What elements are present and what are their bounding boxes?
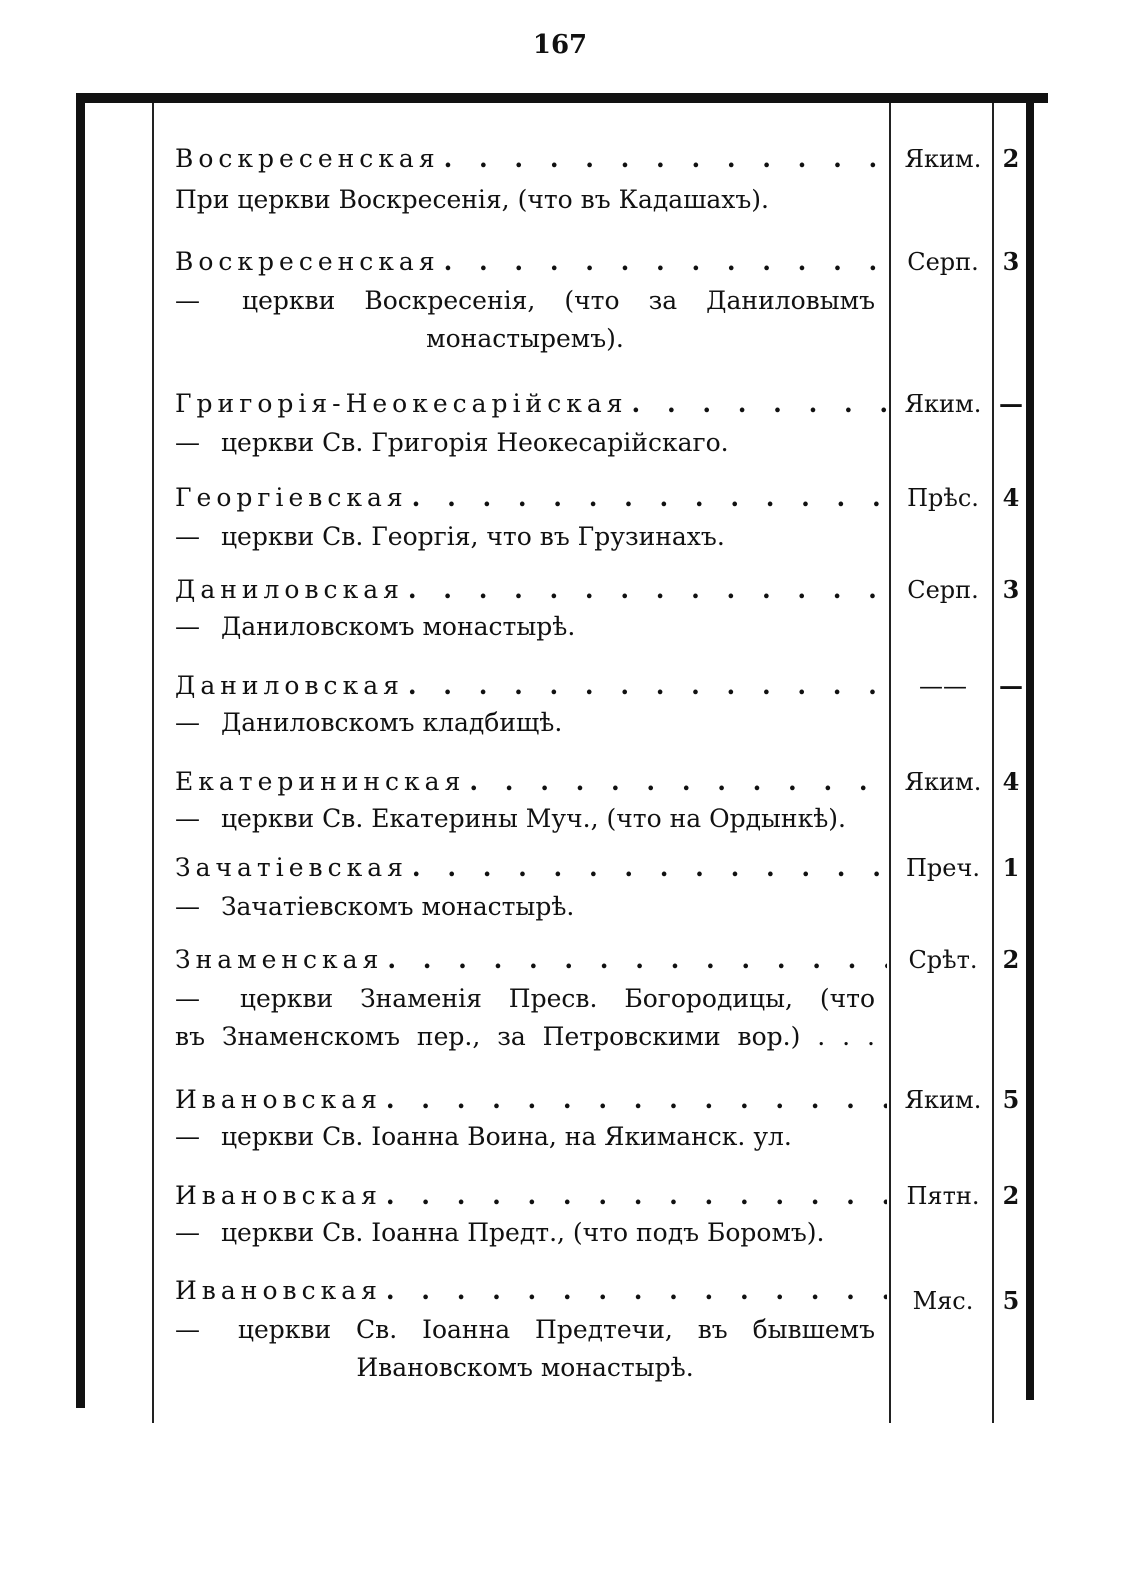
entry-description: церкви Св. Іоанна Воина, на Якиманск. ул.: [220, 1122, 792, 1151]
entry-name: Воскресенская: [175, 144, 440, 173]
district-abbrev: Серп.: [907, 248, 979, 276]
district-abbrev: ——: [919, 672, 967, 700]
entry-name: Зачатіевская: [175, 853, 408, 882]
ditto-mark: —: [175, 612, 200, 641]
column-divider: [152, 103, 154, 1423]
entry-description: Зачатіевскомъ монастырѣ.: [220, 892, 575, 921]
district-abbrev: Яким.: [904, 1086, 982, 1114]
entry-name: Даниловская: [175, 575, 404, 604]
entry-name: Ивановская: [175, 1181, 382, 1210]
entry-name: Екатерининская: [175, 767, 466, 796]
quarter-number: 1: [1002, 853, 1020, 882]
entry-description-continued: Ивановскомъ монастырѣ.: [356, 1353, 694, 1382]
entry-description: церкви Знаменія Пресв. Богородицы, (что: [239, 984, 876, 1013]
entry-name: Григорія-Неокесарійская: [175, 389, 628, 418]
entry-name: Знаменская: [175, 945, 384, 974]
quarter-number: 4: [1002, 483, 1020, 512]
quarter-number: 2: [1002, 945, 1020, 974]
page-number: 167: [532, 30, 588, 60]
entry-description: церкви Св. Іоанна Предтечи, въ бывшемъ: [237, 1315, 875, 1344]
district-abbrev: Яким.: [904, 145, 982, 173]
quarter-number: 5: [1002, 1085, 1020, 1114]
quarter-number: 3: [1002, 575, 1020, 604]
entry-description: Даниловскомъ монастырѣ.: [220, 612, 576, 641]
table-top-rule: [76, 93, 1048, 103]
entry-name: Ивановская: [175, 1276, 382, 1305]
quarter-number: —: [999, 671, 1023, 700]
column-divider: [992, 103, 994, 1423]
entry-description: При церкви Воскресенія, (что въ Кадашахъ).: [175, 185, 770, 214]
district-abbrev: Прѣс.: [907, 484, 979, 512]
ditto-mark: —: [175, 522, 200, 551]
district-abbrev: Серп.: [907, 576, 979, 604]
district-abbrev: Преч.: [906, 854, 980, 882]
ditto-mark: —: [175, 428, 200, 457]
quarter-number: 4: [1002, 767, 1020, 796]
entry-description: церкви Св. Іоанна Предт., (что подъ Боромъ).: [220, 1218, 825, 1247]
district-abbrev: Пятн.: [906, 1182, 980, 1210]
district-abbrev: Мяс.: [912, 1287, 974, 1315]
entry-description: церкви Св. Георгія, что въ Грузинахъ.: [220, 522, 725, 551]
ditto-mark: —: [175, 708, 200, 737]
district-abbrev: Срѣт.: [908, 946, 978, 974]
entry-name: Ивановская: [175, 1085, 382, 1114]
ditto-mark: —: [175, 984, 200, 1013]
quarter-number: 2: [1002, 144, 1020, 173]
column-divider: [889, 103, 891, 1423]
table-right-border: [1026, 93, 1034, 1400]
quarter-number: 3: [1002, 247, 1020, 276]
entry-description: церкви Св. Григорія Неокесарійскаго.: [220, 428, 729, 457]
entry-name: Даниловская: [175, 671, 404, 700]
entry-description: Даниловскомъ кладбищѣ.: [220, 708, 563, 737]
table-left-border: [76, 93, 85, 1408]
ditto-mark: —: [175, 1122, 200, 1151]
ditto-mark: —: [175, 1218, 200, 1247]
entry-name: Георгіевская: [175, 483, 408, 512]
entry-description-continued: монастыремъ).: [426, 324, 624, 353]
district-abbrev: Яким.: [904, 390, 982, 418]
quarter-number: 2: [1002, 1181, 1020, 1210]
district-abbrev: Яким.: [904, 768, 982, 796]
entry-description: церкви Св. Екатерины Муч., (что на Ордынкѣ).: [220, 804, 846, 833]
ditto-mark: —: [175, 892, 200, 921]
ditto-mark: —: [175, 804, 200, 833]
quarter-number: 5: [1002, 1286, 1020, 1315]
entry-name: Воскресенская: [175, 247, 440, 276]
entry-description-continued: въ Знаменскомъ пер., за Петровскими вор.) . . .: [175, 1022, 875, 1051]
ditto-mark: —: [175, 1315, 200, 1344]
quarter-number: —: [999, 389, 1023, 418]
ditto-mark: —: [175, 286, 200, 315]
entry-description: церкви Воскресенія, (что за Даниловымъ: [242, 286, 875, 315]
